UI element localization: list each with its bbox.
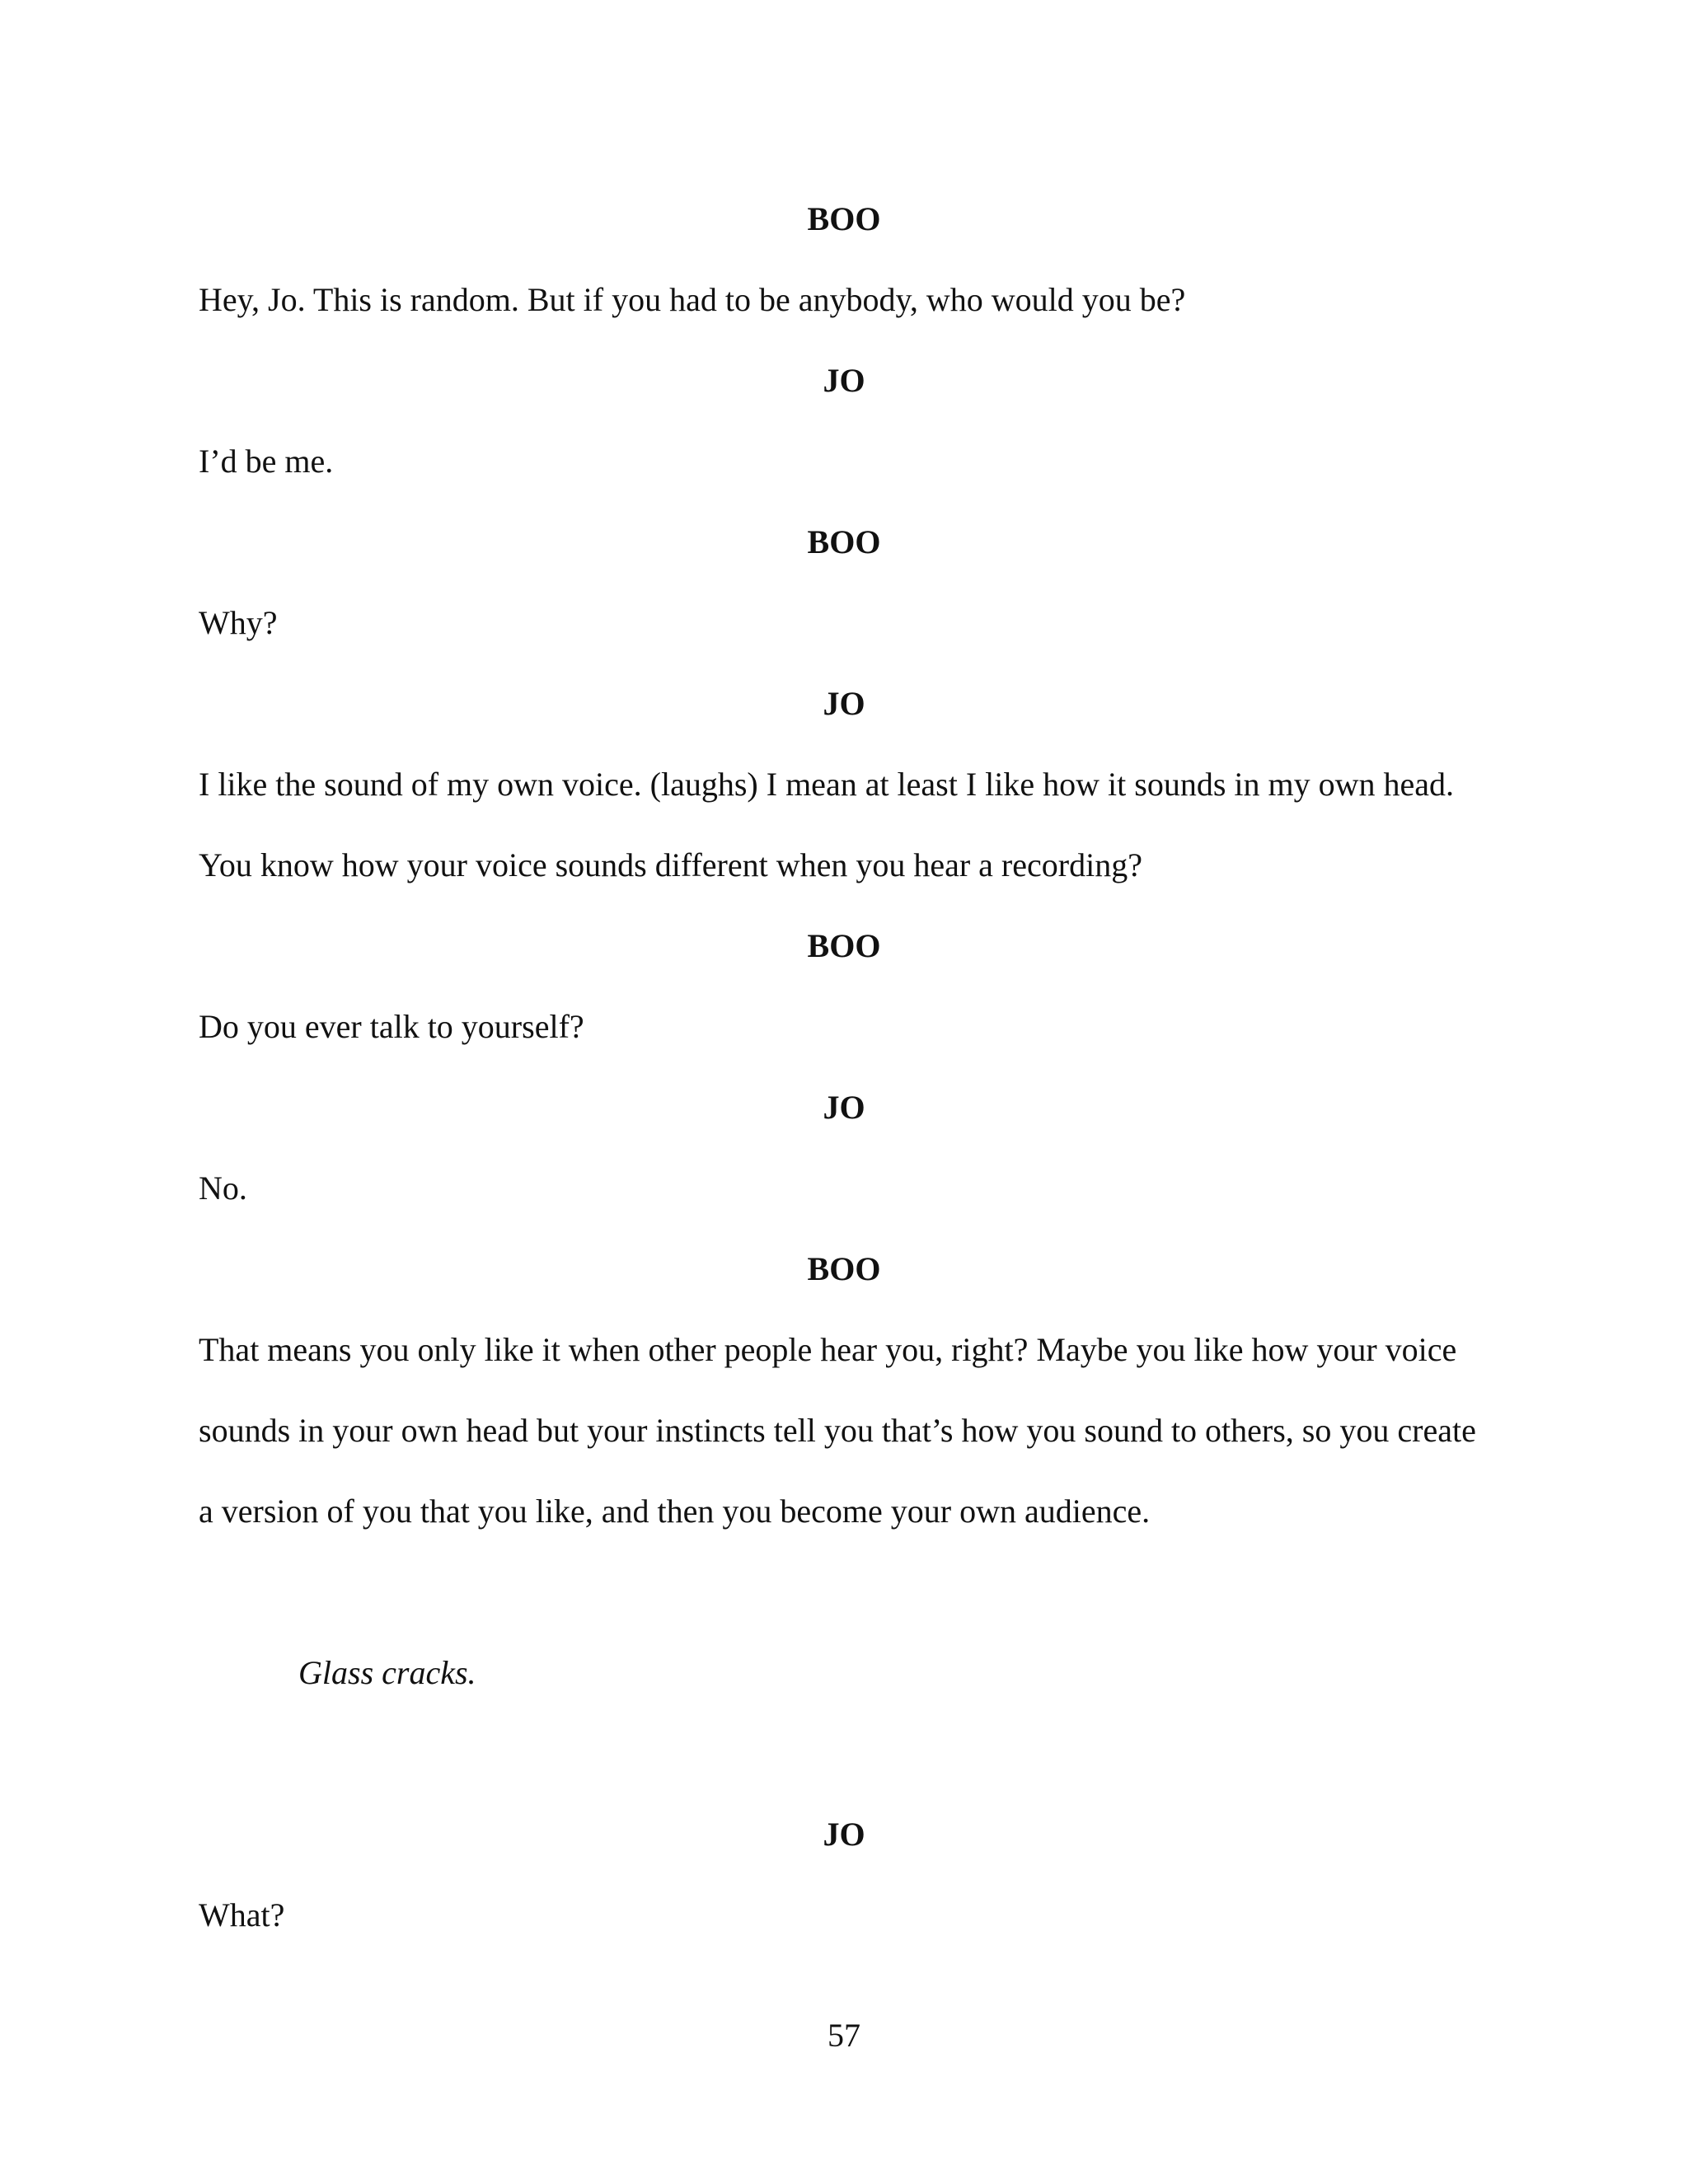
dialogue-line: Do you ever talk to yourself? — [199, 1008, 584, 1045]
speaker-name: BOO — [807, 200, 881, 237]
dialogue-line: That means you only like it when other people hear you, right? Maybe you like how your voice — [199, 1331, 1457, 1368]
speaker-name: BOO — [807, 927, 881, 964]
dialogue-line: You know how your voice sounds different when you hear a recording? — [199, 846, 1142, 883]
dialogue-line: I’d be me. — [199, 443, 334, 480]
dialogue-line: sounds in your own head but your instincts tell you that’s how you sound to others, so you create — [199, 1412, 1476, 1449]
dialogue-line: Why? — [199, 604, 278, 641]
speaker-name: BOO — [807, 1250, 881, 1287]
speaker-name: BOO — [807, 523, 881, 560]
speaker-name: JO — [823, 362, 865, 399]
dialogue-line: No. — [199, 1169, 247, 1207]
page-number: 57 — [828, 2017, 860, 2054]
speaker-name: JO — [823, 1816, 865, 1853]
dialogue-line: Hey, Jo. This is random. But if you had to be anybody, who would you be? — [199, 281, 1186, 318]
dialogue-line: I like the sound of my own voice. (laughs) I mean at least I like how it sounds in my own head. — [199, 766, 1455, 803]
speaker-name: JO — [823, 685, 865, 722]
dialogue-line: What? — [199, 1896, 285, 1933]
speaker-name: JO — [823, 1089, 865, 1126]
dialogue-line: a version of you that you like, and then you become your own audience. — [199, 1493, 1151, 1530]
stage-direction: Glass cracks. — [298, 1654, 476, 1691]
